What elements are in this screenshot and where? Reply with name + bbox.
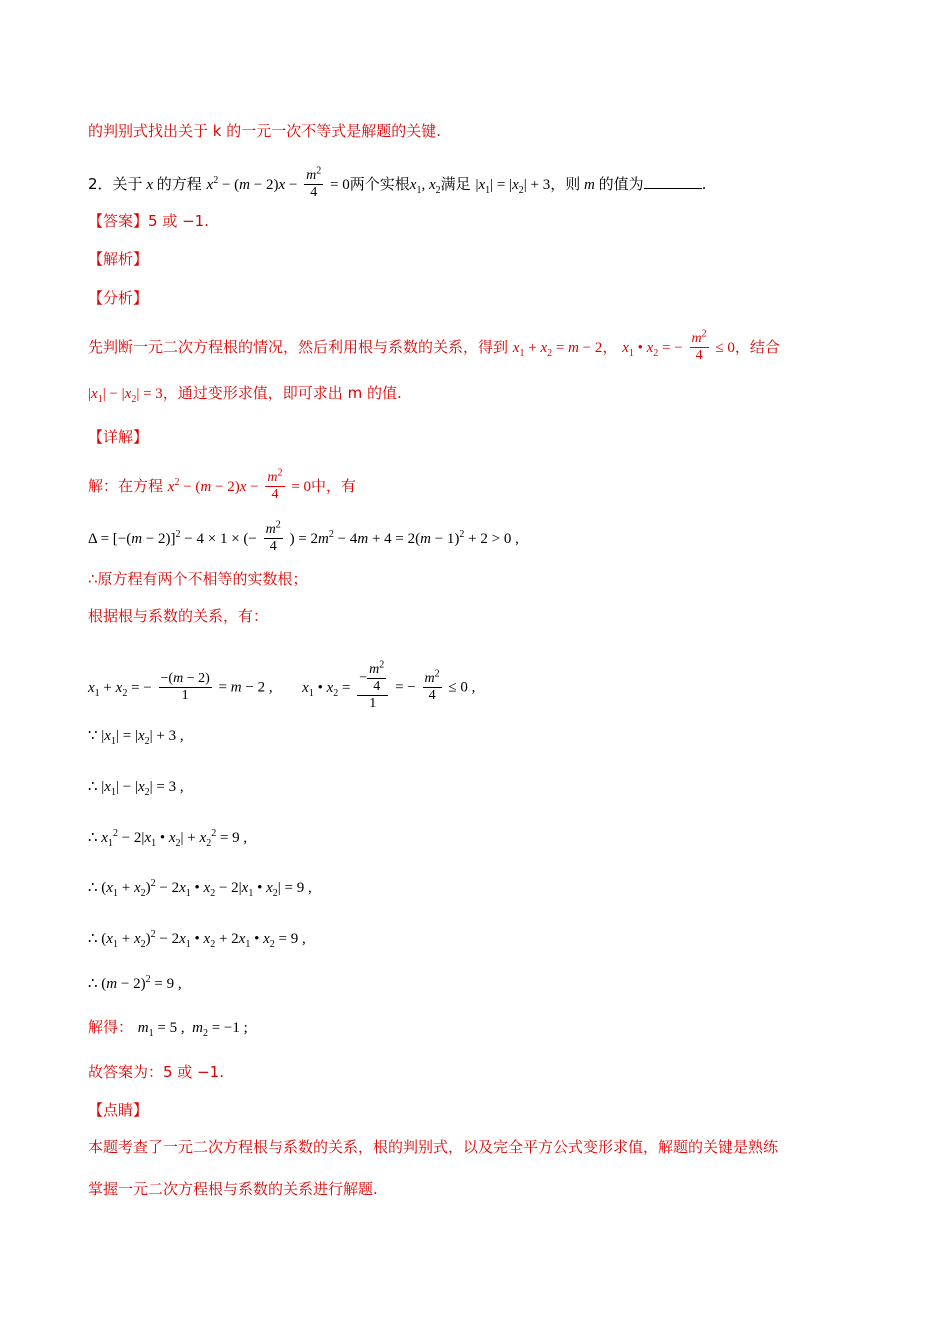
comment-line-1: 本题考查了一元二次方程根与系数的关系，根的判别式，以及完全平方公式变形求值，解题的关键是熟练: [88, 1138, 779, 1156]
detail-step-3: ∴原方程有两个不相等的实数根；: [88, 570, 308, 588]
answer-line: 【答案】5 或 −1.: [88, 212, 209, 230]
intro-tail-text: 的判别式找出关于 k 的一元一次不等式是解题的关键.: [88, 122, 441, 140]
analysis-line-1: 先判断一元二次方程根的情况，然后利用根与系数的关系，得到 $x_1 + x_2 = m - 2$， $x_1$ • $x_2$ = − $\frac{m^2}{4}$ ≤ 0，结合: [88, 328, 780, 363]
question-line: 2．关于 x 的方程 $x^2 - (m - 2)x$ − $\frac{m^2}{4}$ = 0两个实根$x_1$, $x_2$满足 $|x_1| = |x_2| + 3$，则 m 的值为 .: [88, 165, 707, 200]
detail-vieta: $x_1 + x_2$ = − $\frac{-(m - 2)}{1}$ = m − 2 , $x_1$ • $x_2$ = − $\frac{m^2}{4}$ 1 = − $\frac{m^2}{4}$ ≤ 0 ,: [88, 659, 476, 711]
detail-therefore-2: ∴ $x_1^2 - 2|x_1$ • $x_2| + x_2^2 = 9$ ,: [88, 828, 248, 849]
detail-because: ∵ $|x_1| = |x_2| + 3$ ,: [88, 728, 184, 747]
detail-solve: 解得： $m_1 = 5$ , $m_2 = -1$ ;: [88, 1018, 248, 1039]
comment-line-2: 掌握一元二次方程根与系数的关系进行解题.: [88, 1180, 378, 1198]
detail-therefore-3: ∴ $(x_1 + x_2)^2 - 2x_1$ • $x_2 - 2|x_1$ • $x_2| = 9$ ,: [88, 878, 312, 899]
jiexi-label: 【解析】: [88, 250, 149, 268]
detail-therefore-5: ∴ $(m - 2)^2 = 9$ ,: [88, 974, 182, 992]
dianjing-label: 【点睛】: [88, 1101, 149, 1119]
detail-step-1: 解：在方程 $x^2 - (m - 2)x$ − $\frac{m^2}{4}$ = 0中，有: [88, 467, 357, 502]
answer-blank: [644, 174, 702, 189]
xiangjie-label: 【详解】: [88, 428, 149, 446]
detail-final: 故答案为：5 或 −1.: [88, 1063, 224, 1081]
fenxi-label: 【分析】: [88, 289, 149, 307]
detail-step-4: 根据根与系数的关系，有：: [88, 607, 269, 625]
detail-discriminant: $\Delta = [-(m - 2)]^2 - 4 \times 1$ × (− $\frac{m^2}{4}$ ) = $2m^2 - 4m + 4 = 2(m - 1)^2 + 2 > 0$ ,: [88, 519, 519, 554]
analysis-line-2: $|x_1| - |x_2| = 3$，通过变形求值，即可求出 m 的值.: [88, 384, 402, 405]
detail-therefore-4: ∴ $(x_1 + x_2)^2 - 2x_1$ • $x_2 + 2x_1$ • $x_2 = 9$ ,: [88, 929, 306, 950]
detail-therefore-1: ∴ $|x_1| - |x_2| = 3$ ,: [88, 779, 184, 798]
